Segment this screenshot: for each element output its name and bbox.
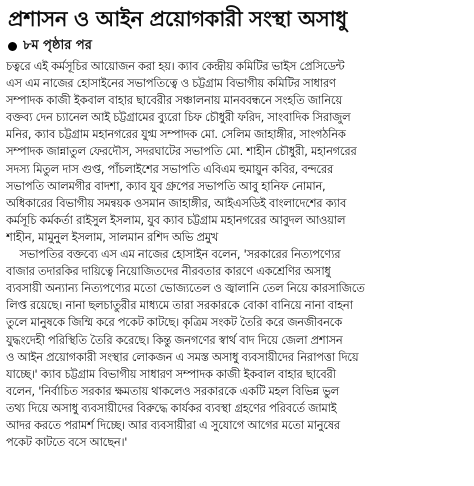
bullet-icon (8, 42, 17, 51)
body-line: তুলে মানুষকে জিম্মি করে পকেট কাটছে। কৃত্রিম সংকট তৈরি করে জনজীবনকে (6, 315, 342, 330)
body-line: মনির, ক্যাব চট্টগ্রাম মহানগরের যুগ্ম সম্পাদক মো. সেলিম জাহাঙ্গীর, সাংগঠনিক (6, 127, 346, 142)
body-line: বলেন, 'নির্বাচিত সরকার ক্ষমতায় থাকলেও সরকারকে একটি মহল বিভিন্ন ভুল (6, 383, 339, 398)
body-line: ব্যবসায়ী অন্যান্য নিত্যপণ্যের মতো ভোজ্যতেল ও জ্বালানি তেল নিয়ে কারসাজিতে (6, 281, 365, 296)
body-line: সদস্য মিতুল দাস গুপ্ত, পাঁচলাইশের সভাপতি এবিএম হুমায়ুন কবির, বন্দরের (6, 161, 333, 176)
body-line: সম্পাদক জান্নাতুল ফেরদৌস, সদরঘাটের সভাপতি মো. শাহীন চৌধুরী, মহানগরের (6, 144, 357, 159)
body-line: তথ্য দিয়ে অসাধু ব্যবসায়ীদের বিরুদ্ধে কার্যকর ব্যবস্থা গ্রহণের পরিবর্তে জামাই (6, 400, 337, 415)
body-line: শাহীন, মামুনুল ইসলাম, সালমান রশিদ অভি প্রমুখ (6, 229, 219, 244)
continued-from-label: ৮ম পৃষ্ঠার পর (23, 37, 92, 53)
body-line: লিপ্ত রয়েছে। নানা ছলচাতুরীর মাধ্যমে তারা সরকারকে বোকা বানিয়ে নানা বাহনা (6, 298, 353, 313)
article-body (6, 58, 468, 451)
headline: প্রশাসন ও আইন প্রয়োগকারী সংস্থা অসাধু (8, 7, 347, 31)
body-line: সম্পাদক কাজী ইকবাল বাহার ছাবেরীর সঞ্চালনায় মানববন্ধনে সংহতি জানিয়ে (6, 93, 342, 108)
body-line: যুদ্ধংদেহী পরিস্থিতি তৈরি করেছে। কিন্তু জনগণের স্বার্থ বাদ দিয়ে জেলা প্রশাসন (6, 332, 343, 347)
body-line: সভাপতির বক্তব্যে এস এম নাজের হোসাইন বলেন, 'সরকারের নিত্যপণ্যের (6, 247, 341, 262)
body-line: কর্মসূচি কর্মকর্তা রাইসুল ইসলাম, যুব ক্যাব চট্টগ্রাম মহানগরের আবুদল আওয়াল (6, 212, 346, 227)
body-line: অধিকারের বিভাগীয় সমন্বয়ক ওসমান জাহাঙ্গীর, আইএসডিই বাংলাদেশের ক্যাব (6, 195, 347, 210)
continued-marker (8, 36, 468, 56)
body-line: চত্বরে এই কর্মসূচির আয়োজন করা হয়। ক্যাব কেন্দ্রীয় কমিটির ভাইস প্রেসিডেন্ট (6, 59, 345, 73)
body-line: বাজার তদারকির দায়িত্বে নিয়োজিতদের নীরবতার কারণে একশ্রেণির অসাধু (6, 264, 331, 279)
body-line: পকেট কাটতে বসে আছেন।' (6, 435, 128, 450)
body-line: এস এম নাজের হোসাইনের সভাপতিত্বে ও চট্টগ্রাম বিভাগীয় কমিটির সাধারণ (6, 76, 336, 91)
body-line: আদর করতে পরামর্শ দিচ্ছে। আর ব্যবসায়ীরা এ সুযোগে আগের মতো মানুষের (6, 417, 340, 432)
body-line: যাচ্ছে।' ক্যাব চট্টগ্রাম বিভাগীয় সাধারণ সম্পাদক কাজী ইকবাল বাহার ছাবেরী (6, 366, 336, 381)
body-line: ও আইন প্রয়োগকারী সংস্থার লোকজন এ সমস্ত অসাধু ব্যবসায়ীদের নিরাপত্তা দিয়ে (6, 349, 359, 364)
body-line: বক্তব্য দেন চ্যানেল আই চট্টগ্রামের ব্যুরো চিফ চৌধুরী ফরিদ, সাংবাদিক সিরাজুল (6, 110, 351, 125)
body-line: সভাপতি আলমগীর বাদশা, ক্যাব যুব গ্রুপের সভাপতি আবু হানিফ নোমান, (6, 178, 326, 193)
